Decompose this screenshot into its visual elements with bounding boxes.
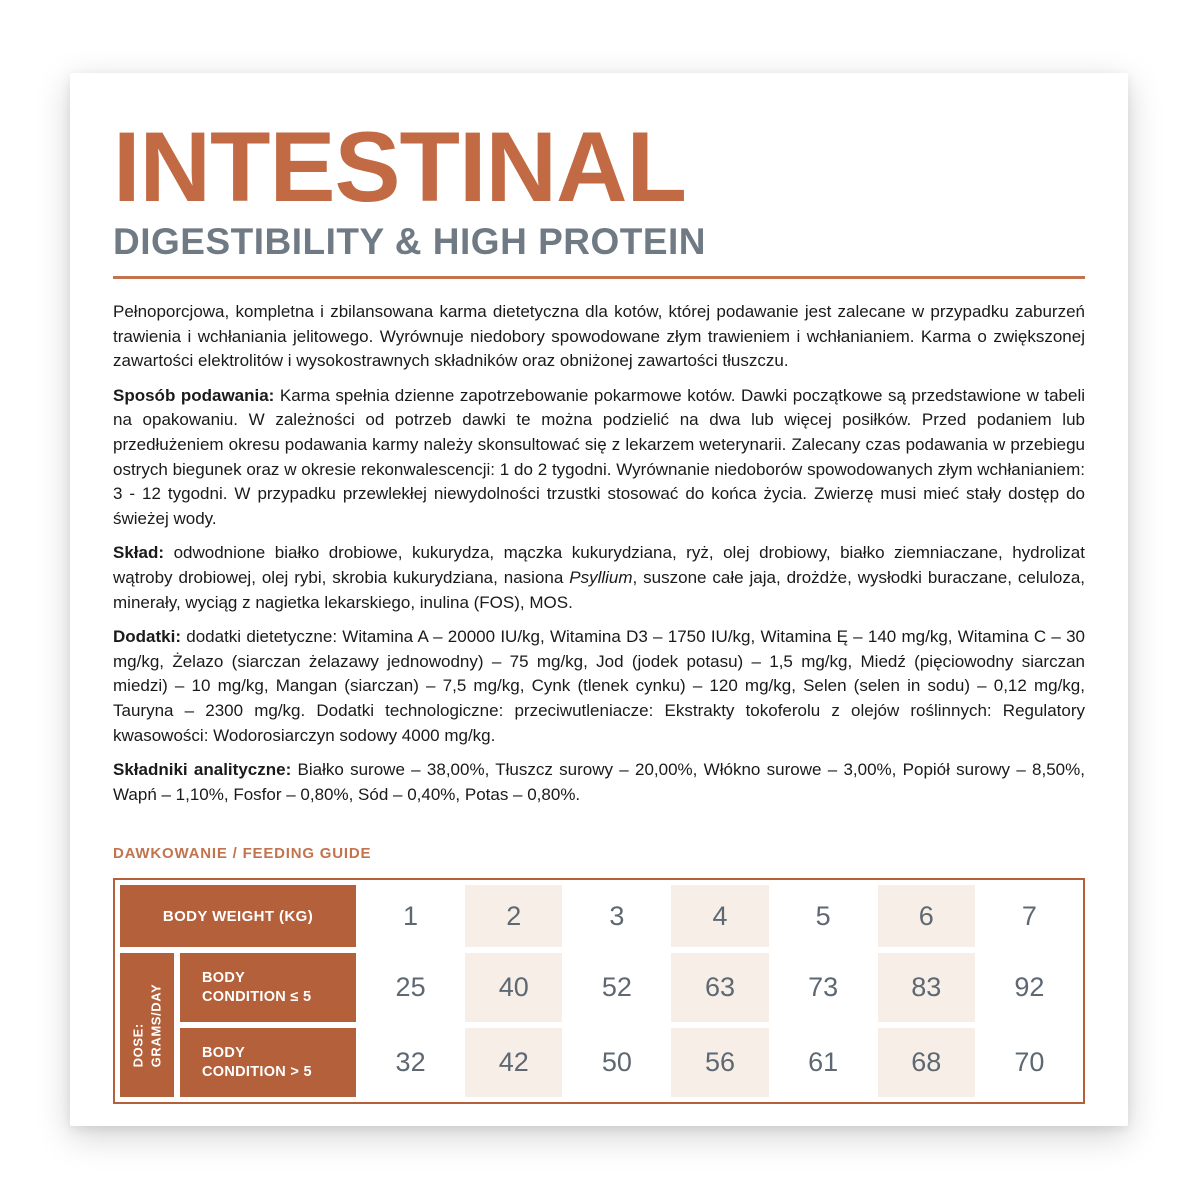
dose-gt5-col-2: 42 (465, 1028, 562, 1097)
dose-le5-col-4: 63 (671, 953, 768, 1022)
dose-le5-col-7: 92 (1014, 972, 1045, 1003)
weight-col-1: 1 (403, 900, 419, 931)
feeding-guide-heading: DAWKOWANIE / FEEDING GUIDE (113, 845, 372, 863)
weight-col-5: 5 (815, 900, 831, 931)
paragraph-feeding-instructions (113, 384, 1085, 532)
paragraph-composition (113, 541, 1085, 615)
weight-col-7: 7 (1021, 900, 1037, 931)
dose-axis-label (129, 983, 164, 1067)
label-content (70, 73, 1128, 1104)
paragraph-analytical (113, 758, 1085, 807)
dose-le5-col-2: 40 (465, 953, 562, 1022)
dose-gt5-col-7: 70 (1014, 1047, 1045, 1078)
weight-col-2: 2 (465, 885, 562, 947)
condition-le5-line1: BODY (202, 969, 246, 986)
composition-lead: Skład: (113, 543, 165, 563)
dose-le5-col-1: 25 (395, 972, 426, 1003)
feeding-instructions-text: Karma spełnia dzienne zapotrzebowanie pokarmowe kotów. Dawki początkowe są przedstawione w tabeli na opakowaniu. W zależności od potrzeb dawki te można podzielić na dwa lub więcej posiłków. Przed podaniem lub przedłużeniem okresu podawania karmy należy skonsultować się z lekarzem weterynarii. Zalecany czas podawania w przebiegu ostrych biegunek oraz w okresie rekonwalescencji: 1 do 2 tygodni. Wyrównanie niedoborów spowodowanych złym wchłanianiem: 3 - 12 tygodni. W przypadku przewlekłej niewydolności trzustki stosować do końca życia. Zwierzę musi mieć stały dostęp do świeżej wody. (113, 385, 1086, 528)
dose-axis-line2: GRAMS/DAY (148, 983, 163, 1068)
composition-text-b: , suszone całe jaja, drożdże, wysłodki buraczane, celuloza, minerały, wyciąg z nagietka lekarskiego, inulina (FOS), MOS. (113, 567, 1085, 612)
feeding-guide-table (113, 878, 1085, 1104)
dose-le5-col-6: 83 (878, 953, 975, 1022)
paragraph-additives (113, 625, 1085, 748)
description-block (113, 300, 1085, 807)
intro-text: Pełnoporcjowa, kompletna i zbilansowana karma dietetyczna dla kotów, której podawanie jest zalecane w przypadku zaburzeń trawienia i wchłaniania jelitowego. Wyrównuje niedobory spowodowane złym trawieniem i wchłanianiem. Karma o zwiększonej zawartości elektrolitów i wysokostrawnych składników oraz obniżonej zawartości tłuszczu. (113, 302, 1085, 371)
composition-italic: Psyllium (569, 567, 633, 587)
paragraph-intro (113, 300, 1085, 374)
label-card (70, 73, 1128, 1126)
dose-le5-col-5: 73 (808, 972, 839, 1003)
condition-le5-label-cell (180, 953, 356, 1022)
weight-col-4: 4 (671, 885, 768, 947)
dose-axis-line1: DOSE: (130, 1022, 146, 1068)
weight-col-6: 6 (878, 885, 975, 947)
additives-text: dodatki dietetyczne: Witamina A – 20000 IU/kg, Witamina D3 – 1750 IU/kg, Witamina Ę – 140 mg/kg, Witamina C – 30 mg/kg, Żelazo (siarczan żelazawy jednowodny) – 75 mg/kg, Jod (jodek potasu) – 1,5 mg/kg, Miedź (pięciowodny siarczan miedzi) – 10 mg/kg, Mangan (siarczan) – 7,5 mg/kg, Cynk (tlenek cynku) – 120 mg/kg, Selen (selen in sodu) – 0,12 mg/kg, Tauryna – 2300 mg/kg. Dodatki technologiczne: przeciwutleniacze: Ekstrakty tokoferolu z olejów roślinnych: Regulatory kwasowości: Wodorosiarczyn sodowy 4000 mg/kg. (113, 627, 1085, 745)
dose-gt5-col-1: 32 (395, 1047, 426, 1078)
body-weight-header-cell: BODY WEIGHT (KG) (120, 885, 356, 947)
composition-text-a: odwodnione białko drobiowe, kukurydza, mączka kukurydziana, ryż, olej drobiowy, białko ziemniaczane, hydrolizat wątroby drobiowej, olej rybi, skrobia kukurydziana, nasiona (113, 543, 1085, 587)
dose-gt5-col-4: 56 (671, 1028, 768, 1097)
dose-axis-cell (120, 953, 174, 1097)
condition-gt5-line2: CONDITION > 5 (202, 1063, 312, 1080)
dose-le5-col-3: 52 (601, 972, 632, 1003)
feeding-instructions-lead: Sposób podawania: (113, 385, 275, 405)
product-title: INTESTINAL (113, 111, 686, 222)
condition-gt5-label-cell (180, 1028, 356, 1097)
condition-le5-line2: CONDITION ≤ 5 (202, 988, 312, 1005)
title-divider (113, 276, 1085, 279)
weight-col-3: 3 (609, 900, 625, 931)
condition-gt5-line1: BODY (202, 1044, 246, 1061)
product-subtitle: DIGESTIBILITY & HIGH PROTEIN (113, 221, 707, 263)
dose-gt5-col-3: 50 (601, 1047, 632, 1078)
analytical-text: Białko surowe – 38,00%, Tłuszcz surowy – 20,00%, Włókno surowe – 3,00%, Popiół surowy – 8,50%, Wapń – 1,10%, Fosfor – 0,80%, Sód – 0,40%, Potas – 0,80%. (113, 760, 1085, 804)
analytical-lead: Składniki analityczne: (113, 760, 292, 780)
dose-gt5-col-6: 68 (878, 1028, 975, 1097)
additives-lead: Dodatki: (113, 627, 181, 647)
dose-gt5-col-5: 61 (808, 1047, 839, 1078)
